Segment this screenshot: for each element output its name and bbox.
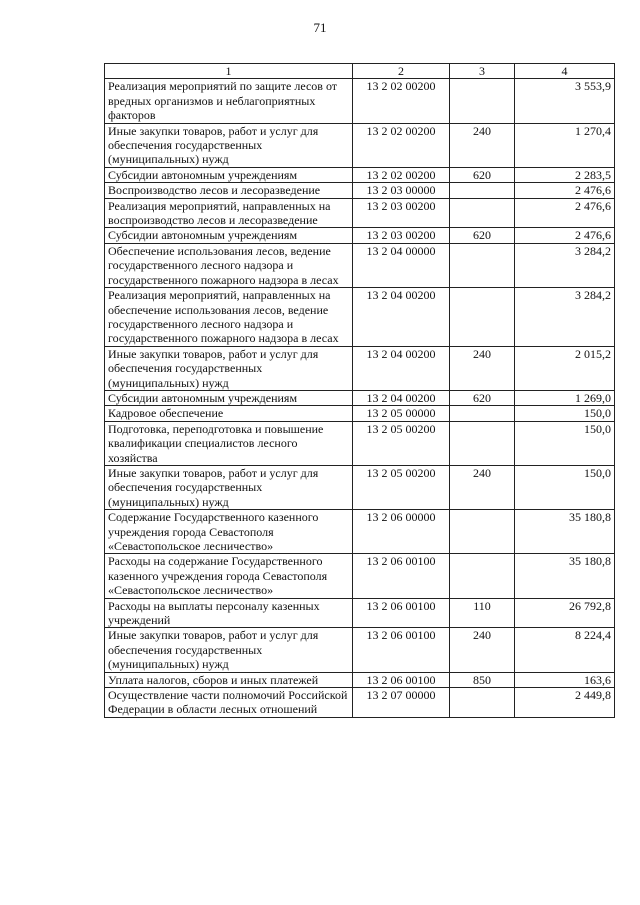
row-type-cell [450,288,515,347]
budget-table [104,63,615,718]
table-body [105,79,615,717]
row-name-cell: Реализация мероприятий по защите лесов от вредных организмов и неблагоприятных факторов [105,79,353,123]
table-row [105,288,615,347]
row-code-cell: 13 2 02 00200 [353,123,450,167]
table-row [105,421,615,465]
row-amount-cell: 1 269,0 [515,390,615,405]
table-row [105,510,615,554]
table-row [105,628,615,672]
row-name-cell: Кадровое обеспечение [105,406,353,421]
row-type-cell: 620 [450,390,515,405]
row-amount-cell: 2 449,8 [515,688,615,718]
row-amount-cell: 150,0 [515,406,615,421]
row-amount-cell: 150,0 [515,421,615,465]
row-amount-cell: 2 283,5 [515,167,615,182]
row-amount-cell: 163,6 [515,672,615,687]
table-row [105,167,615,182]
row-amount-cell: 35 180,8 [515,554,615,598]
row-name-cell: Содержание Государственного казенного учреждения города Севастополя «Севастопольское лесничество» [105,510,353,554]
row-type-cell: 620 [450,228,515,243]
row-amount-cell: 1 270,4 [515,123,615,167]
row-name-cell: Иные закупки товаров, работ и услуг для обеспечения государственных (муниципальных) нужд [105,628,353,672]
table-row [105,465,615,509]
row-code-cell: 13 2 02 00200 [353,79,450,123]
row-type-cell: 240 [450,123,515,167]
row-code-cell: 13 2 06 00100 [353,598,450,628]
row-amount-cell: 3 284,2 [515,243,615,287]
row-type-cell: 240 [450,465,515,509]
column-header-1: 1 [105,64,353,79]
row-name-cell: Субсидии автономным учреждениям [105,228,353,243]
row-code-cell: 13 2 06 00100 [353,554,450,598]
row-code-cell: 13 2 07 00000 [353,688,450,718]
row-name-cell: Иные закупки товаров, работ и услуг для обеспечения государственных (муниципальных) нужд [105,465,353,509]
row-type-cell [450,183,515,198]
row-amount-cell: 2 476,6 [515,198,615,228]
row-code-cell: 13 2 06 00100 [353,672,450,687]
row-amount-cell: 3 284,2 [515,288,615,347]
row-amount-cell: 150,0 [515,465,615,509]
column-header-4: 4 [515,64,615,79]
row-name-cell: Расходы на выплаты персоналу казенных учреждений [105,598,353,628]
row-code-cell: 13 2 05 00200 [353,465,450,509]
column-header-3: 3 [450,64,515,79]
row-code-cell: 13 2 05 00200 [353,421,450,465]
row-code-cell: 13 2 06 00000 [353,510,450,554]
table-row [105,228,615,243]
row-name-cell: Реализация мероприятий, направленных на обеспечение использования лесов, ведение государственного лесного надзора и государственного пожарного надзора в лесах [105,288,353,347]
row-amount-cell: 26 792,8 [515,598,615,628]
row-amount-cell: 8 224,4 [515,628,615,672]
row-code-cell: 13 2 04 00200 [353,346,450,390]
row-type-cell: 620 [450,167,515,182]
row-type-cell [450,79,515,123]
table-row [105,390,615,405]
table-row [105,198,615,228]
row-amount-cell: 3 553,9 [515,79,615,123]
row-type-cell [450,243,515,287]
table-row [105,123,615,167]
row-type-cell: 240 [450,346,515,390]
row-code-cell: 13 2 03 00200 [353,228,450,243]
row-name-cell: Иные закупки товаров, работ и услуг для обеспечения государственных (муниципальных) нужд [105,123,353,167]
row-type-cell [450,406,515,421]
row-name-cell: Субсидии автономным учреждениям [105,167,353,182]
row-code-cell: 13 2 03 00200 [353,198,450,228]
row-name-cell: Реализация мероприятий, направленных на воспроизводство лесов и лесоразведение [105,198,353,228]
table-row [105,346,615,390]
table-row [105,672,615,687]
page-number: 71 [313,20,327,35]
row-code-cell: 13 2 02 00200 [353,167,450,182]
table-row [105,243,615,287]
row-amount-cell: 2 476,6 [515,228,615,243]
row-name-cell: Осуществление части полномочий Российской Федерации в области лесных отношений [105,688,353,718]
row-type-cell [450,421,515,465]
row-code-cell: 13 2 03 00000 [353,183,450,198]
table-row [105,79,615,123]
row-name-cell: Субсидии автономным учреждениям [105,390,353,405]
row-type-cell [450,510,515,554]
row-type-cell [450,198,515,228]
header-row [105,64,615,79]
row-name-cell: Воспроизводство лесов и лесоразведение [105,183,353,198]
row-type-cell [450,554,515,598]
row-code-cell: 13 2 05 00000 [353,406,450,421]
row-code-cell: 13 2 04 00200 [353,288,450,347]
row-amount-cell: 2 476,6 [515,183,615,198]
row-type-cell: 240 [450,628,515,672]
row-name-cell: Обеспечение использования лесов, ведение государственного лесного надзора и государственного пожарного надзора в лесах [105,243,353,287]
row-name-cell: Уплата налогов, сборов и иных платежей [105,672,353,687]
table-row [105,406,615,421]
column-header-2: 2 [353,64,450,79]
row-name-cell: Подготовка, переподготовка и повышение квалификации специалистов лесного хозяйства [105,421,353,465]
row-amount-cell: 35 180,8 [515,510,615,554]
row-code-cell: 13 2 04 00000 [353,243,450,287]
row-code-cell: 13 2 04 00200 [353,390,450,405]
row-name-cell: Расходы на содержание Государственного казенного учреждения города Севастополя «Севастопольское лесничество» [105,554,353,598]
table-row [105,598,615,628]
row-type-cell: 110 [450,598,515,628]
row-amount-cell: 2 015,2 [515,346,615,390]
table-row [105,554,615,598]
row-code-cell: 13 2 06 00100 [353,628,450,672]
row-name-cell: Иные закупки товаров, работ и услуг для обеспечения государственных (муниципальных) нужд [105,346,353,390]
row-type-cell [450,688,515,718]
table-row [105,688,615,718]
row-type-cell: 850 [450,672,515,687]
table-row [105,183,615,198]
